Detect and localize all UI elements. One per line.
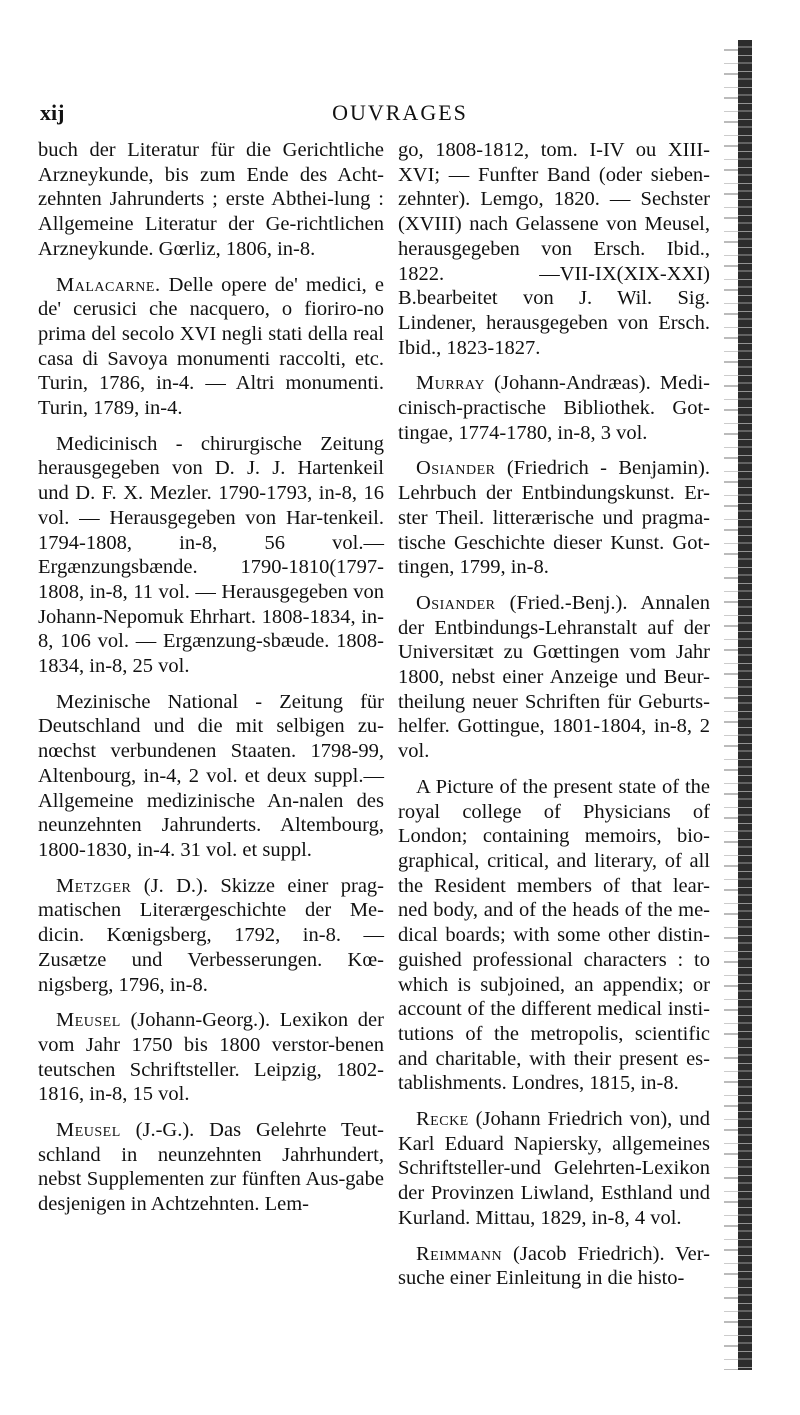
- entry-text: (Fried.-Benj.). Annalen der Entbindungs-Lehranstalt auf der Universitæt zu Gœttingen vom Jahr 1800, nebst einer Anzeige und Beur-theilung neuer Schriften für Geburts-helfer. Gottingue, 1801-1804, in-8, 2 vol.: [398, 591, 710, 763]
- bibliography-entry: [38, 138, 384, 262]
- bibliography-entry: [38, 273, 384, 421]
- bibliography-entry: [398, 1242, 710, 1291]
- bibliography-entry: [38, 1118, 384, 1217]
- bibliography-entry: [398, 775, 710, 1096]
- page-edge-shadow: [724, 40, 738, 1370]
- entry-author: Osiander: [416, 591, 496, 614]
- bibliography-entry: [38, 874, 384, 998]
- page-edge-binding: [738, 40, 752, 1370]
- entry-text: go, 1808-1812, tom. I-IV ou XIII-XVI; — Funfter Band (oder sieben-zehnter). Lemgo, 1820. — Sechster (XVIII) nach Gelassene von Meusel, herausgegeben von Ersch. Ibid., 1822. —VII-IX(XIX-XXI) B.bearbeitet von J. Wil. Sig. Lindener, herausgegeben von Ersch. Ibid., 1823-1827.: [398, 139, 710, 359]
- page-number: xij: [40, 100, 65, 125]
- entry-text: (Johann-Andræas). Medi-cinisch-practische Bibliothek. Got-tingae, 1774-1780, in-8, 3 vol.: [398, 372, 710, 444]
- bibliography-entry: [398, 138, 710, 360]
- left-column: [38, 138, 384, 1228]
- entry-author: Metzger: [56, 874, 132, 897]
- entry-author: Reimmann: [416, 1242, 503, 1265]
- running-title: OUVRAGES: [332, 100, 468, 125]
- bibliography-entry: [38, 1008, 384, 1107]
- entry-text: (J. D.). Skizze einer prag-matischen Literærgeschichte der Me-dicin. Kœnigsberg, 1792, in-8. — Zusætze und Verbesserungen. Kœ-nigsberg, 1796, in-8.: [38, 874, 384, 996]
- entry-text: (Jacob Friedrich). Ver-suche einer Einleitung in die histo-: [398, 1242, 710, 1290]
- bibliography-entry: [38, 690, 384, 863]
- bibliography-entry: [38, 432, 384, 679]
- entry-author: Meusel: [56, 1009, 121, 1032]
- bibliography-entry: [398, 591, 710, 764]
- entry-text: (Johann-Georg.). Lexikon der vom Jahr 1750 bis 1800 verstor-benen teutschen Schriftsteller. Leipzig, 1802-1816, in-8, 15 vol.: [38, 1009, 384, 1106]
- entry-text: A Picture of the present state of the royal college of Physicians of London; containing memoirs, bio-graphical, critical, and literary, of all the Resident members of that lear-ned body, and of the heads of the me-dical boards; with some other distin-guished professional characters : to which is subjoined, an appendix; or account of the different medical insti-tutions of the metropolis, scientific and charitable, with their present es-tablishments. Londres, 1815, in-8.: [398, 775, 710, 1095]
- bibliography-entry: [398, 371, 710, 445]
- entry-text: (Johann Friedrich von), und Karl Eduard Napiersky, allgemeines Schriftsteller-und Gelehrten-Lexikon der Provinzen Liwland, Esthland und Kurland. Mittau, 1829, in-8, 4 vol.: [398, 1108, 710, 1229]
- bibliography-entry: [398, 456, 710, 580]
- right-column: [398, 138, 710, 1302]
- entry-text: (J.-G.). Das Gelehrte Teut-schland in neunzehnten Jahrhundert, nebst Supplementen zur fünften Aus-gabe desjenigen in Achtzehnten. Lem-: [38, 1119, 384, 1216]
- entry-author: Malacarne.: [56, 273, 161, 296]
- entry-author: Recke: [416, 1108, 469, 1131]
- entry-text: Medicinisch - chirurgische Zeitung herausgegeben von D. J. J. Hartenkeil und D. F. X. Mezler. 1790-1793, in-8, 16 vol. — Herausgegeben von Har-tenkeil. 1794-1808, in-8, 56 vol.— Ergænzungsbænde. 1790-1810(1797-1808, in-8, 11 vol. — Herausgegeben von Johann-Nepomuk Ehrhart. 1808-1834, in-8, 106 vol. — Ergænzung-sbæude. 1808-1834, in-8, 25 vol.: [38, 432, 384, 678]
- entry-author: Osiander: [416, 457, 496, 480]
- entry-text: Delle opere de' medici, e de' cerusici che nacquero, o fioriro-no prima del secolo XVI negli stati della real casa di Savoya monumenti raccolti, etc. Turin, 1786, in-4. — Altri monumenti. Turin, 1789, in-4.: [38, 273, 384, 420]
- bibliography-entry: [398, 1107, 710, 1231]
- entry-author: Meusel: [56, 1119, 121, 1142]
- entry-text: buch der Literatur für die Gerichtliche Arzneykunde, bis zum Ende des Acht-zehnten Jahrunderts ; erste Abthei-lung : Allgemeine Literatur der Ge-richtlichen Arzneykunde. Gœrliz, 1806, in-8.: [38, 139, 384, 260]
- entry-text: (Friedrich - Benjamin). Lehrbuch der Entbindungskunst. Er-ster Theil. litterærische und pragma-tische Geschichte dieser Kunst. Got-tingen, 1799, in-8.: [398, 457, 710, 579]
- entry-author: Murray: [416, 372, 485, 395]
- entry-text: Mezinische National - Zeitung für Deutschland und die mit selbigen zu-nœchst verbundenen Staaten. 1798-99, Altenbourg, in-4, 2 vol. et deux suppl.—Allgemeine medizinische An-nalen des neunzehnten Jahrunderts. Altembourg, 1800-1830, in-4. 31 vol. et suppl.: [38, 690, 384, 861]
